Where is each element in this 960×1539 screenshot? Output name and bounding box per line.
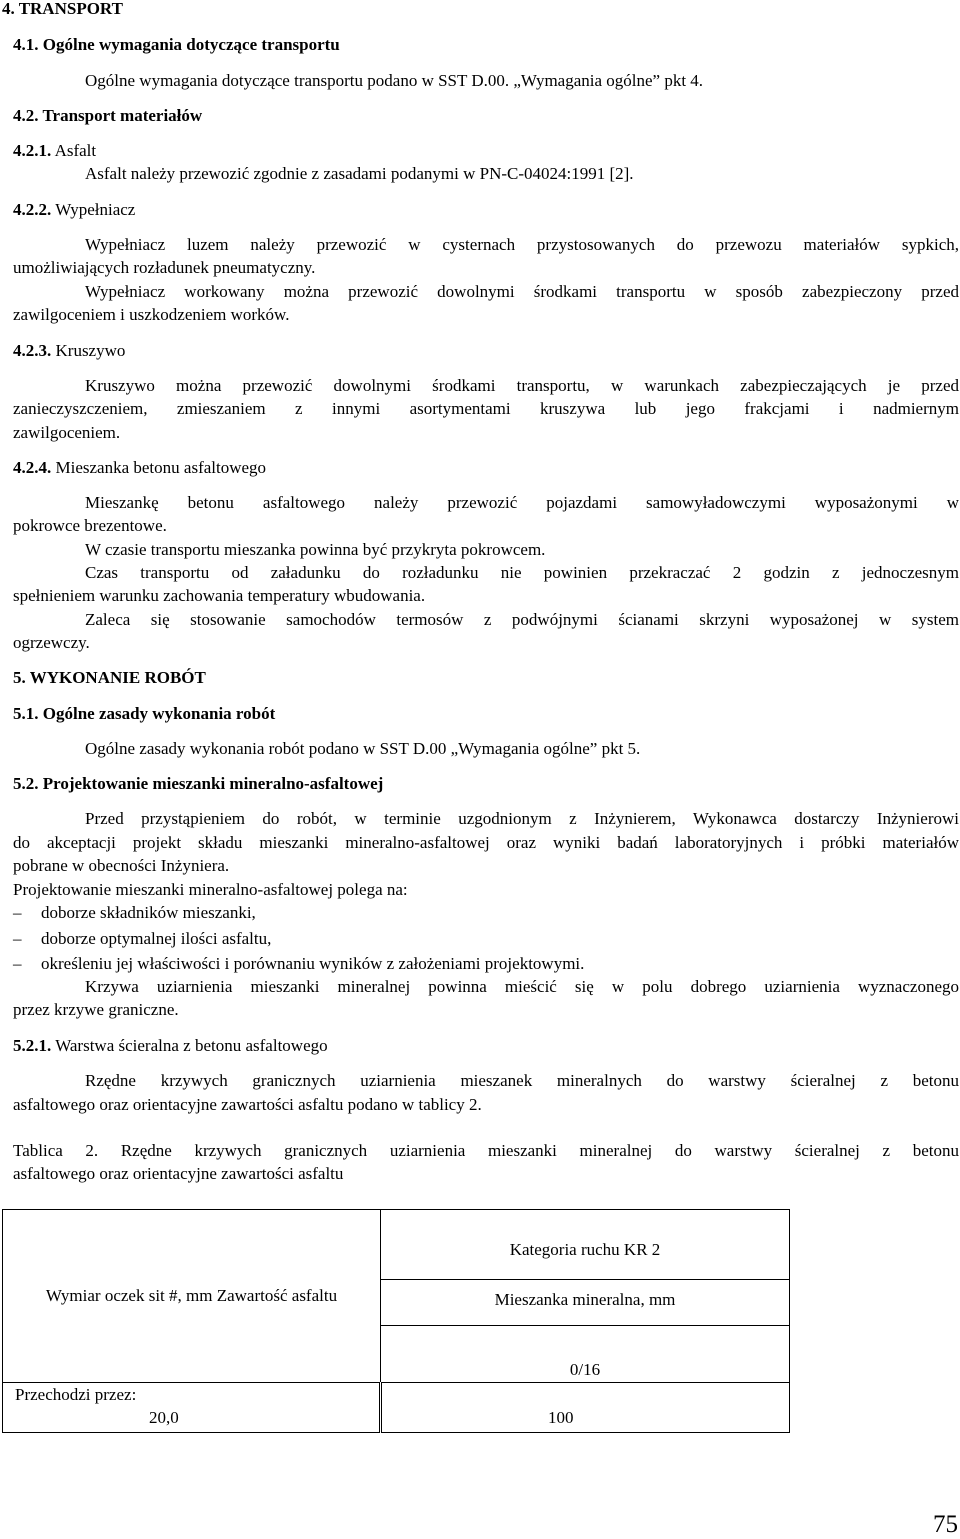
section-5-heading: 5. WYKONANIE ROBÓT xyxy=(13,668,206,687)
paragraph-line: Zaleca się stosowanie samochodów termosów z podwójnymi ścianami skrzyni wyposażonej w system xyxy=(85,610,959,629)
paragraph-line: umożliwiających rozładunek pneumatyczny. xyxy=(13,258,316,277)
paragraph-line: Wypełniacz workowany można przewozić dowolnymi środkami transportu w sposób zabezpieczony przed xyxy=(85,282,959,301)
section-4-heading: 4. TRANSPORT xyxy=(2,0,123,18)
table-cell xyxy=(3,1383,381,1433)
section-4-1-text: Ogólne wymagania dotyczące transportu podano w SST D.00. „Wymagania ogólne” pkt 4. xyxy=(85,71,704,90)
dash-bullet-icon: – xyxy=(13,954,22,973)
list-item: – określeniu jej właściwości i porównaniu wyników z założeniami projektowymi. xyxy=(13,954,585,973)
paragraph-line: przez krzywe graniczne. xyxy=(13,1000,179,1019)
paragraph-line: zawilgoceniem. xyxy=(13,423,121,442)
section-4-2-1-heading: 4.2.1. Asfalt xyxy=(13,141,97,160)
row-value: 100 xyxy=(548,1408,574,1427)
table-header-cell: Wymiar oczek sit #, mm Zawartość asfaltu xyxy=(3,1210,381,1383)
grading-table xyxy=(2,1209,790,1433)
section-4-1-heading: 4.1. Ogólne wymagania dotyczące transportu xyxy=(13,35,340,54)
section-4-2-4-heading: 4.2.4. Mieszanka betonu asfaltowego xyxy=(13,458,267,477)
paragraph-line: Przed przystąpieniem do robót, w terminie uzgodnionym z Inżynierem, Wykonawca dostarczy Inżynierowi xyxy=(85,809,959,828)
paragraph-line: zawilgoceniem i uszkodzeniem worków. xyxy=(13,305,290,324)
paragraph-line: asfaltowego oraz orientacyjne zawartości asfaltu podano w tablicy 2. xyxy=(13,1095,482,1114)
section-5-1-text: Ogólne zasady wykonania robót podano w SST D.00 „Wymagania ogólne” pkt 5. xyxy=(85,739,641,758)
paragraph-line: Mieszankę betonu asfaltowego należy przewozić pojazdami samowyładowczymi wyposażonymi w xyxy=(85,493,959,512)
paragraph-line: Projektowanie mieszanki mineralno-asfaltowej polega na: xyxy=(13,880,408,899)
paragraph-line: Kruszywo można przewozić dowolnymi środkami transportu, w warunkach zabezpieczających je przed xyxy=(85,376,959,395)
section-4-2-1-text: Asfalt należy przewozić zgodnie z zasadami podanymi w PN-C-04024:1991 [2]. xyxy=(85,164,634,183)
paragraph-line: Wypełniacz luzem należy przewozić w cysternach przystosowanych do przewozu materiałów sypkich, xyxy=(85,235,959,254)
table-caption: Tablica 2. Rzędne krzywych granicznych uziarnienia mieszanki mineralnej do warstwy ścieralnej z betonu xyxy=(13,1141,959,1160)
paragraph-line: do akceptacji projekt składu mieszanki mineralno-asfaltowej oraz wyniki badań laboratoryjnych i próbki materiałów xyxy=(13,833,959,852)
paragraph-line: W czasie transportu mieszanka powinna być przykryta pokrowcem. xyxy=(85,540,546,559)
paragraph-line: Czas transportu od załadunku do rozładunku nie powinien przekraczać 2 godzin z jednoczesnym xyxy=(85,563,959,582)
row-label: Przechodzi przez: xyxy=(15,1385,137,1404)
table-header-cell: Mieszanka mineralna, mm xyxy=(381,1280,790,1326)
paragraph-line: ogrzewczy. xyxy=(13,633,90,652)
paragraph-line: Rzędne krzywych granicznych uziarnienia mieszanek mineralnych do warstwy ścieralnej z betonu xyxy=(85,1071,959,1090)
paragraph-line: pobrane w obecności Inżyniera. xyxy=(13,856,230,875)
paragraph-line: pokrowce brezentowe. xyxy=(13,516,167,535)
section-4-2-2-heading: 4.2.2. Wypełniacz xyxy=(13,200,136,219)
list-item: – doborze optymalnej ilości asfaltu, xyxy=(13,929,272,948)
table-header-cell: Kategoria ruchu KR 2 xyxy=(381,1210,790,1280)
section-5-2-1-heading: 5.2.1. Warstwa ścieralna z betonu asfaltowego xyxy=(13,1036,328,1055)
section-4-2-3-heading: 4.2.3. Kruszywo xyxy=(13,341,126,360)
section-4-2-heading: 4.2. Transport materiałów xyxy=(13,106,203,125)
section-5-2-heading: 5.2. Projektowanie mieszanki mineralno-asfaltowej xyxy=(13,774,384,793)
dash-bullet-icon: – xyxy=(13,903,22,922)
table-caption: asfaltowego oraz orientacyjne zawartości asfaltu xyxy=(13,1164,344,1183)
table-cell xyxy=(381,1383,790,1433)
dash-bullet-icon: – xyxy=(13,929,22,948)
table-header-cell: 0/16 xyxy=(381,1326,790,1383)
list-item: – doborze składników mieszanki, xyxy=(13,903,256,922)
paragraph-line: spełnieniem warunku zachowania temperatury wbudowania. xyxy=(13,586,426,605)
row-sieve: 20,0 xyxy=(149,1408,179,1427)
paragraph-line: Krzywa uziarnienia mieszanki mineralnej powinna mieścić się w polu dobrego uziarnienia wyznaczonego xyxy=(85,977,959,996)
section-5-1-heading: 5.1. Ogólne zasady wykonania robót xyxy=(13,704,276,723)
paragraph-line: zanieczyszczeniem, zmieszaniem z innymi asortymentami kruszywa lub jego frakcjami i nadmiernym xyxy=(13,399,959,418)
page-number: 75 xyxy=(933,1511,958,1538)
